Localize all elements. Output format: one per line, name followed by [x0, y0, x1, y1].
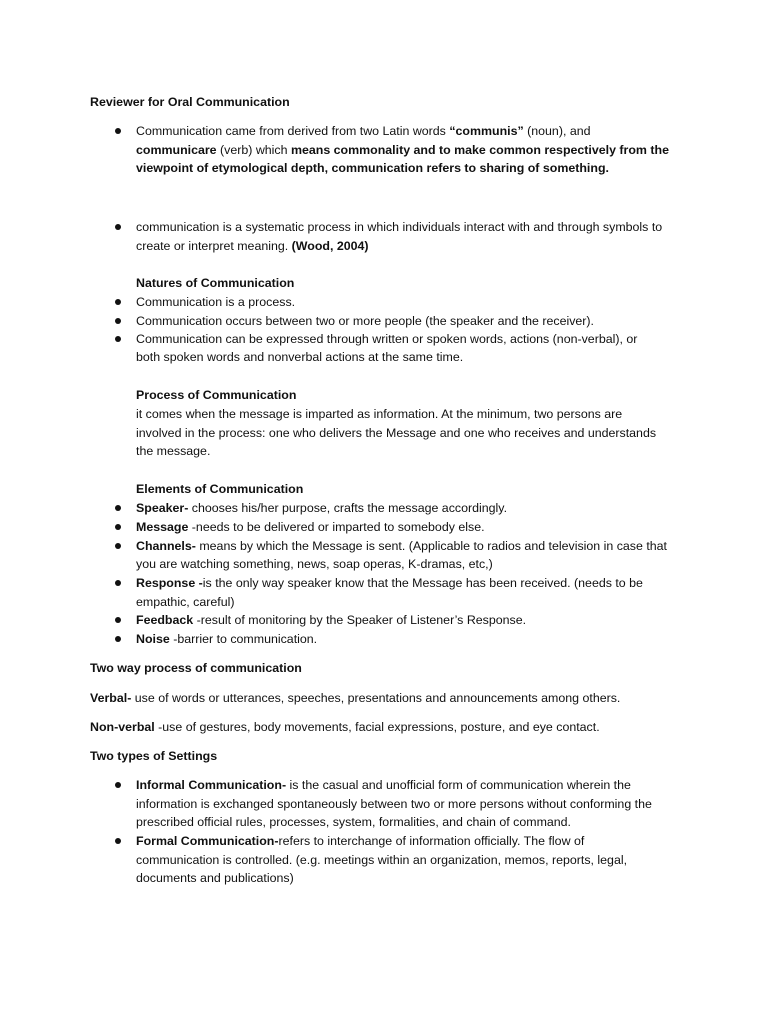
intro1-line2 — [136, 141, 669, 159]
definition-text: -result of monitoring by the Speaker of Listener’s Response. — [193, 613, 527, 627]
element-response — [136, 574, 643, 592]
intro1-line3: viewpoint of etymological depth, communication refers to sharing of something. — [136, 161, 609, 175]
elements-heading: Elements of Communication — [136, 482, 304, 496]
intro1-text: (verb) which — [216, 143, 291, 157]
natures-heading: Natures of Communication — [136, 276, 295, 290]
definition-text: refers to interchange of information officially. The flow of — [278, 834, 585, 848]
term-message: Message — [136, 520, 189, 534]
term-informal: Informal Communication- — [136, 778, 287, 792]
bullet-icon — [115, 636, 121, 642]
formal-line1 — [136, 832, 584, 850]
bullet-icon — [115, 299, 121, 305]
definition-text: chooses his/her purpose, crafts the message accordingly. — [188, 501, 508, 515]
natures-item-3-line1: Communication can be expressed through written or spoken words, actions (non-verbal), or — [136, 332, 638, 346]
verbal-line — [90, 689, 620, 707]
term-speaker: Speaker- — [136, 501, 189, 515]
element-response-line2: empathic, careful) — [136, 595, 235, 609]
document-title: Reviewer for Oral Communication — [90, 95, 290, 109]
informal-line1 — [136, 776, 631, 794]
definition-text: -needs to be delivered or imparted to somebody else. — [188, 520, 485, 534]
bullet-icon — [115, 838, 121, 844]
informal-line2: information is exchanged spontaneously between two or more persons without conforming the — [136, 797, 652, 811]
definition-text: -use of gestures, body movements, facial expressions, posture, and eye contact. — [154, 720, 600, 734]
natures-item-2: Communication occurs between two or more people (the speaker and the receiver). — [136, 314, 594, 328]
bullet-icon — [115, 617, 121, 623]
natures-item-3-line2: both spoken words and nonverbal actions at the same time. — [136, 350, 464, 364]
bullet-icon — [115, 128, 121, 134]
bullet-icon — [115, 524, 121, 530]
term-response: Response - — [136, 576, 203, 590]
bullet-icon — [115, 580, 121, 586]
intro1-bold-text: means commonality and to make common respectively from the — [290, 143, 669, 157]
term-feedback: Feedback — [136, 613, 194, 627]
intro2-line1: communication is a systematic process in which individuals interact with and through symbols to — [136, 220, 663, 234]
bullet-icon — [115, 318, 121, 324]
definition-text: means by which the Message is sent. (Applicable to radios and television in case that — [195, 539, 668, 553]
nonverbal-line — [90, 718, 600, 736]
element-noise — [136, 630, 317, 648]
definition-text: is the casual and unofficial form of communication wherein the — [286, 778, 631, 792]
term-communis: “communis” — [449, 124, 524, 138]
term-communicare: communicare — [136, 143, 217, 157]
natures-item-1: Communication is a process. — [136, 295, 296, 309]
term-nonverbal: Non-verbal — [90, 720, 155, 734]
bullet-icon — [115, 336, 121, 342]
process-line2: involved in the process: one who delivers the Message and one who receives and understands — [136, 426, 657, 440]
term-noise: Noise — [136, 632, 170, 646]
definition-text: is the only way speaker know that the Message has been received. (needs to be — [202, 576, 643, 590]
formal-line3: documents and publications) — [136, 871, 294, 885]
intro2-text: create or interpret meaning. — [136, 239, 292, 253]
intro2-line2 — [136, 237, 369, 255]
term-channels: Channels- — [136, 539, 196, 553]
intro1-line1 — [136, 122, 591, 140]
bullet-icon — [115, 782, 121, 788]
definition-text: -barrier to communication. — [169, 632, 318, 646]
term-formal: Formal Communication- — [136, 834, 279, 848]
element-feedback — [136, 611, 526, 629]
element-message — [136, 518, 485, 536]
term-verbal: Verbal- — [90, 691, 132, 705]
element-speaker — [136, 499, 507, 517]
bullet-icon — [115, 543, 121, 549]
process-line1: it comes when the message is imparted as information. At the minimum, two persons are — [136, 407, 623, 421]
element-channels-line2: you are watching something, news, soap operas, K-dramas, etc,) — [136, 557, 493, 571]
process-heading: Process of Communication — [136, 388, 297, 402]
intro1-text: (noun), and — [523, 124, 591, 138]
citation: (Wood, 2004) — [291, 239, 369, 253]
element-channels — [136, 537, 667, 555]
process-line3: the message. — [136, 444, 211, 458]
definition-text: use of words or utterances, speeches, presentations and announcements among others. — [131, 691, 621, 705]
informal-line3: prescribed official rules, processes, system, formalities, and chain of command. — [136, 815, 572, 829]
settings-heading: Two types of Settings — [90, 749, 218, 763]
bullet-icon — [115, 224, 121, 230]
formal-line2: communication is controlled. (e.g. meetings within an organization, memos, reports, legal, — [136, 853, 628, 867]
intro1-text: Communication came from derived from two Latin words — [136, 124, 450, 138]
bullet-icon — [115, 505, 121, 511]
twoway-heading: Two way process of communication — [90, 661, 302, 675]
